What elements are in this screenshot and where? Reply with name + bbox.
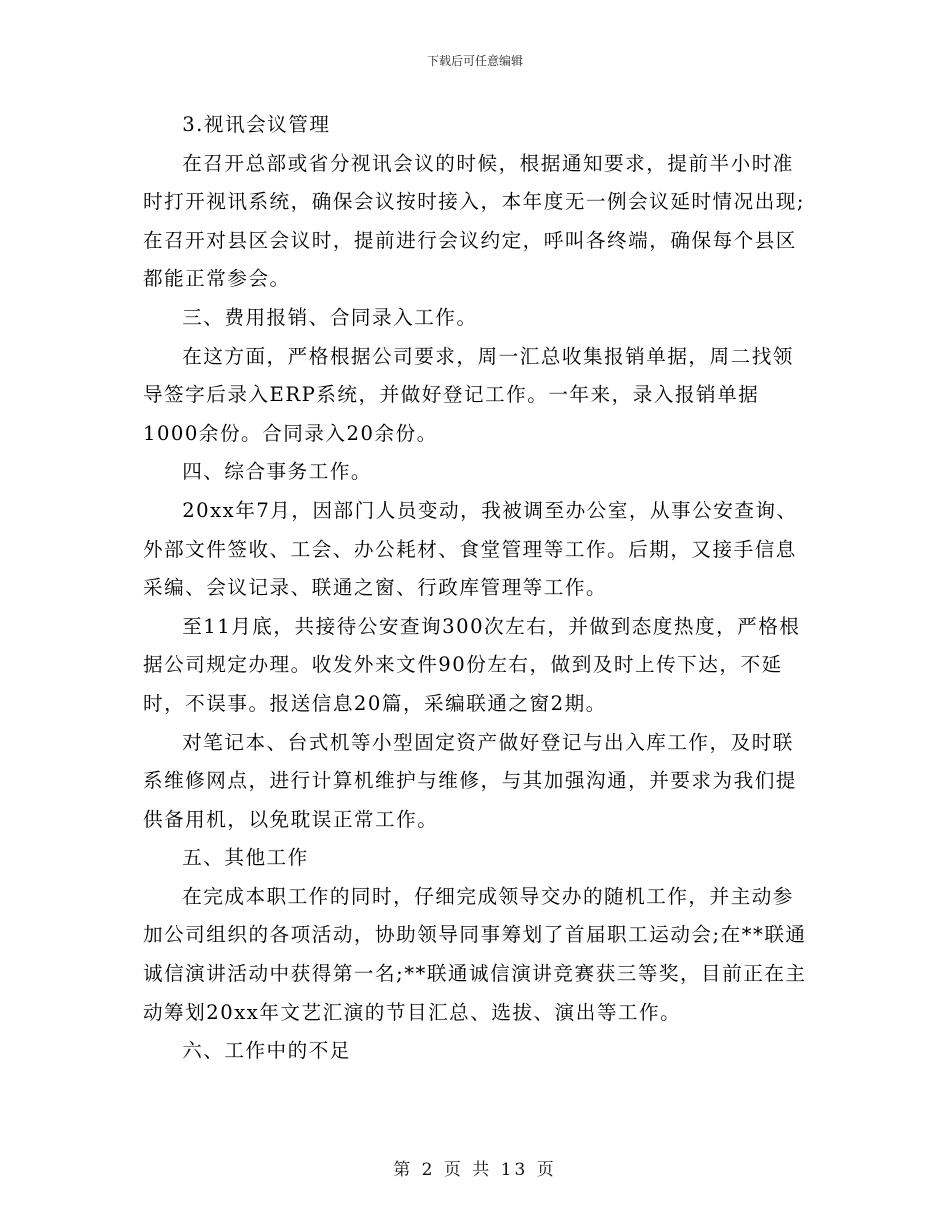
paragraph: 至11月底，共接待公安查询300次左右，并做到态度热度，严格根据公司规定办理。收发外来文件90份左右，做到及时上传下达，不延时，不误事。报送信息20篇，采编联通之窗2期。 bbox=[143, 614, 801, 715]
page-number: 第 2 页 共 13 页 bbox=[393, 1160, 557, 1180]
page-header: 下载后可任意编辑 bbox=[426, 54, 523, 68]
heading-video-conference: 3.视讯会议管理 bbox=[182, 113, 331, 136]
heading-other-work: 五、其他工作 bbox=[182, 846, 309, 870]
heading-general-affairs: 四、综合事务工作。 bbox=[182, 460, 373, 484]
heading-expense-reimbursement: 三、费用报销、合同录入工作。 bbox=[182, 305, 478, 329]
document-body bbox=[143, 106, 813, 1071]
paragraph: 20xx年7月，因部门人员变动，我被调至办公室，从事公安查询、外部文件签收、工会、办公耗材、食堂管理等工作。后期，又接手信息采编、会议记录、联通之窗、行政库管理等工作。 bbox=[143, 498, 798, 600]
heading-shortcomings: 六、工作中的不足 bbox=[182, 1039, 351, 1063]
paragraph: 在召开总部或省分视讯会议的时候，根据通知要求，提前半小时准时打开视讯系统，确保会议按时接入，本年度无一例会议延时情况出现;在召开对县区会议时，提前进行会议约定，呼叫各终端，确保每个县区都能正常参会。 bbox=[143, 151, 806, 291]
paragraph: 在完成本职工作的同时，仔细完成领导交办的随机工作，并主动参加公司组织的各项活动，协助领导同事筹划了首届职工运动会;在**联通诚信演讲活动中获得第一名;**联通诚信演讲竞赛获三等奖，目前正在主动筹划20xx年文艺汇演的节目汇总、选拔、演出等工作。 bbox=[143, 884, 807, 1024]
paragraph: 对笔记本、台式机等小型固定资产做好登记与出入库工作，及时联系维修网点，进行计算机维护与维修，与其加强沟通，并要求为我们提供备用机，以免耽误正常工作。 bbox=[143, 730, 797, 831]
paragraph: 在这方面，严格根据公司要求，周一汇总收集报销单据，周二找领导签字后录入ERP系统，并做好登记工作。一年来，录入报销单据1000余份。合同录入20余份。 bbox=[143, 344, 794, 445]
